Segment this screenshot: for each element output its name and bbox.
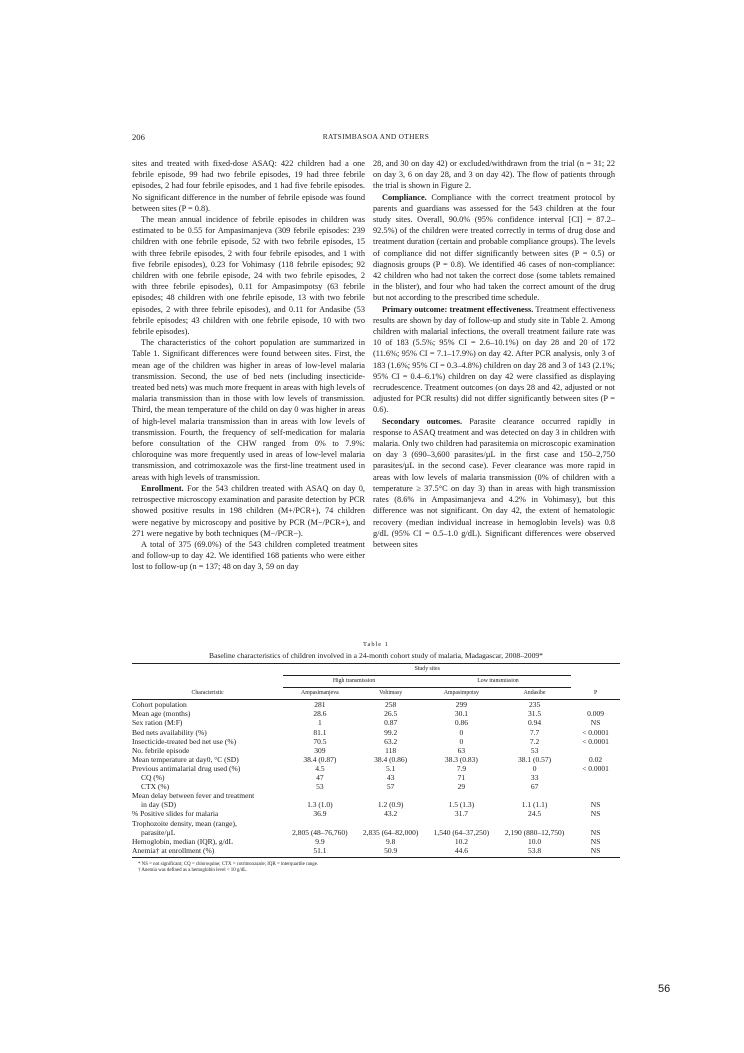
- value-cell: 38.4 (0.87): [303, 754, 337, 764]
- page-header: [132, 132, 620, 144]
- table-row: [132, 700, 620, 710]
- value-cell: 71: [457, 773, 466, 783]
- value-cell: 10.2: [454, 836, 468, 846]
- footnote: * NS = not significant; CQ = chloroquine; CTX = cotrimoxazole; IQR = interquartile range.: [138, 861, 319, 867]
- value-cell: [571, 819, 620, 828]
- value-cell: [283, 791, 356, 800]
- table-title: Baseline characteristics of children involved in a 24-month cohort study of malaria, Madagascar, 2008–2009*: [132, 651, 620, 664]
- paragraph-text: Parasite clearance occurred rapidly in response to ASAQ treatment and was detected on day 3 in children with malaria. Only two children had parasitemia on microscopic examination on day 3 (690–3,600 parasites/µL in the first case and 150–2,750 parasites/µL in the second case). Fever clearance was more rapid in areas with low levels of malaria transmission (0% of children with a temperature ≥ 37.5°C on day 3) than in areas with high transmission rates (8.6% in Ampasimanjeva and 4.2% in Vohimasy), but this difference was not significant. On day 42, the extent of hematologic recovery (median individual increase in hemoglobin levels) was 0.8 g/dL (95% CI = 0.5–1.0 g/dL). Significant differences were observed between sites: [373, 416, 615, 549]
- row-label-cell: Previous antimalarial drug used (%): [132, 763, 241, 773]
- value-cell: 9.8: [385, 836, 396, 846]
- value-cell: 53: [530, 745, 539, 755]
- value-cell: [356, 819, 424, 828]
- value-cell: 63.2: [384, 736, 398, 746]
- value-cell: 38.1 (0.57): [518, 754, 552, 764]
- value-cell: 70.5: [313, 736, 327, 746]
- value-cell: 50.9: [356, 846, 424, 858]
- table-row: [132, 728, 620, 737]
- value-cell: 9.9: [315, 836, 325, 846]
- value-cell: 1,540 (64–37,250): [433, 827, 490, 837]
- left-paragraph: [132, 158, 365, 214]
- value-cell: 299: [455, 700, 467, 710]
- value-cell: 38.3 (0.83): [444, 754, 478, 764]
- column-header: Ampasimpotsy: [425, 688, 498, 700]
- value-cell: [356, 791, 424, 800]
- paragraph-heading: Secondary outcomes.: [382, 416, 463, 426]
- row-label-cell: parasite/µL: [141, 827, 176, 837]
- table-row: [132, 782, 620, 791]
- value-cell: [571, 746, 620, 755]
- value-cell: 0: [532, 763, 537, 773]
- row-label-cell: Cohort population: [132, 700, 187, 710]
- high-transmission-header: High transmission: [283, 676, 425, 688]
- right-paragraph: [373, 416, 615, 550]
- table-row: [132, 737, 620, 746]
- paragraph-text: The characteristics of the cohort population are summarized in Table 1. Significant differences were found between sites. First, the mean age of the children was higher in areas of low-level malaria transmission. Second, the use of bed nets (including insecticide-treated bed nets) was much more frequent in areas with high levels of malaria transmission than in those with low levels of transmission. Third, the mean temperature of the child on day 0 was higher in areas of high-level malaria transmission than in areas with low levels of transmission. Fourth, the frequency of self-medication for malaria before consultation of the CHW ranged from 0% to 7.9%: chloroquine was more frequently used in areas of low-level malaria transmission, and cotrimoxazole was the first-line treatment used in areas with high levels of transmission.: [132, 338, 365, 482]
- row-label-cell: Mean delay between fever and treatment: [132, 791, 255, 801]
- running-head: RATSIMBASOA AND OTHERS: [322, 132, 430, 141]
- value-cell: 67: [530, 782, 539, 792]
- value-cell: [498, 791, 571, 800]
- value-cell: 0: [459, 727, 464, 737]
- value-cell: [425, 819, 498, 828]
- row-label-cell: CQ (%): [141, 773, 165, 783]
- row-label-cell: CTX (%): [141, 782, 170, 792]
- paragraph-text: The mean annual incidence of febrile episodes in children was estimated to be 0.55 for Ampasimanjeva (309 febrile episodes: 239 children with one febrile episode, 52 with two febrile episodes, 15 with three febrile episodes, 2 with four febrile episodes, and 1 with five febrile episodes), 0.23 for Vohimasy (118 febrile episodes; 92 children with one febrile episode, 24 with two febrile episodes, 2 with three febrile episodes), 0.11 for Ampasimpotsy (63 febrile episodes; 48 children with one febrile episode, 13 with two febrile episodes, 2 with three febrile episodes), and 0.11 for Andasibe (53 febrile episodes; 43 children with one febrile episode, 10 with two febrile episodes).: [132, 215, 365, 337]
- value-cell: NS: [590, 827, 601, 837]
- value-cell: 7.2: [529, 736, 540, 746]
- value-cell: 7.9: [456, 763, 467, 773]
- table-row: [132, 718, 620, 727]
- left-paragraph: [132, 483, 365, 539]
- value-cell: 47: [316, 773, 324, 783]
- value-cell: 7.7: [529, 727, 540, 737]
- column-header: P: [571, 688, 620, 700]
- scan-page-number: 56: [658, 983, 671, 995]
- value-cell: 63: [457, 745, 466, 755]
- paragraph-text: Treatment effectiveness results are shown by day of follow-up and study site in Table 2. Among children with malarial infections, the overall treatment failure rate was 10 of 183 (5.5%; 95% CI = 2.6–10.1%) on day 28 and 20 of 172 (11.6%; 95% CI = 7.1–17.9%) on day 42. After PCR analysis, only 3 of 183 (1.6%; 95% CI = 0.3–4.8%) children on day 28 and 3 of 143 (2.1%; 95% CI = 0.4–6.1%) children on day 42 were classified as displaying recrudescence. Treatment outcomes (on days 28 and 42, adjusted or not adjusted for PCR results) did not differ significantly between sites (P = 0.6).: [373, 304, 615, 415]
- value-cell: 51.1: [283, 846, 356, 858]
- table-row: [132, 773, 620, 782]
- value-cell: [571, 773, 620, 782]
- row-label-cell: Bed nets availability (%): [132, 727, 207, 737]
- value-cell: < 0.0001: [582, 736, 609, 746]
- paragraph-text: A total of 375 (69.0%) of the 543 children completed treatment and follow-up to day 42. We identified 168 patients who were either lost to follow-up (n = 137; 48 on day 3, 59 on day: [132, 539, 365, 572]
- table-row: [132, 764, 620, 773]
- value-cell: 1.5 (1.3): [448, 800, 475, 810]
- table-caption: Table 1: [363, 641, 389, 648]
- left-paragraph: [132, 337, 365, 483]
- table-row: [132, 709, 620, 718]
- row-label-cell: Hemoglobin, median (IQR), g/dL: [132, 836, 234, 846]
- row-label-cell: Mean age (months): [132, 709, 191, 719]
- left-paragraph: [132, 539, 365, 573]
- row-label-cell: Mean temperature at day0, °C (SD): [132, 754, 239, 764]
- value-cell: [425, 791, 498, 800]
- value-cell: 0.02: [589, 754, 603, 764]
- value-cell: 99.2: [384, 727, 398, 737]
- table-row: [132, 846, 620, 858]
- value-cell: 0.94: [528, 718, 542, 728]
- table-row: [132, 819, 620, 828]
- value-cell: 5.1: [385, 763, 396, 773]
- value-cell: 31.5: [528, 709, 542, 719]
- table-row: [132, 837, 620, 846]
- footnote: † Anemia was defined as a hemoglobin level < 10 g/dL.: [138, 868, 248, 874]
- row-label-cell: Trophozoite density, mean (range),: [132, 818, 237, 828]
- table-row: [132, 746, 620, 755]
- value-cell: 235: [528, 700, 541, 710]
- paragraph-heading: Enrollment.: [141, 483, 184, 493]
- value-cell: 24.5: [528, 809, 542, 819]
- value-cell: 309: [314, 745, 326, 755]
- table-row: [132, 828, 620, 837]
- value-cell: [571, 782, 620, 791]
- row-label-cell: No. febrile episode: [132, 745, 190, 755]
- value-cell: 2,190 (880–12,750): [504, 827, 565, 837]
- value-cell: NS: [590, 800, 601, 810]
- value-cell: 0.009: [587, 709, 605, 719]
- table-row: [132, 809, 620, 818]
- characteristics-table: [132, 664, 620, 858]
- paragraph-heading: Compliance.: [382, 192, 427, 202]
- value-cell: 0: [459, 736, 464, 746]
- column-header: Andasibe: [498, 688, 571, 700]
- value-cell: 2,835 (64–82,000): [362, 827, 419, 837]
- value-cell: 53.8: [498, 846, 571, 858]
- value-cell: NS: [590, 836, 601, 846]
- journal-page-number: 206: [132, 132, 145, 142]
- value-cell: 1.3 (1.0): [307, 800, 333, 810]
- left-paragraph: [132, 214, 365, 337]
- value-cell: 118: [385, 745, 397, 755]
- paragraph-text: sites and treated with fixed-dose ASAQ: 422 children had a one febrile episode, 99 had two febrile episodes, 19 had three febrile episodes, 2 had four febrile episodes, and 1 had five febrile episodes. No significant difference in the number of febrile episode was found between sites (P = 0.8).: [132, 159, 365, 213]
- table-row: [132, 800, 620, 809]
- value-cell: 10.0: [528, 836, 542, 846]
- value-cell: [571, 791, 620, 800]
- value-cell: 57: [386, 782, 395, 792]
- value-cell: < 0.0001: [582, 763, 609, 773]
- value-cell: 26.5: [384, 709, 398, 719]
- column-header: Characteristic: [132, 688, 283, 700]
- column-header: Vohimasy: [356, 688, 424, 700]
- row-label-cell: % Positive slides for malaria: [132, 809, 219, 819]
- value-cell: 30.1: [454, 709, 468, 719]
- row-label-cell: in day (SD): [141, 800, 176, 810]
- value-cell: 1: [318, 718, 322, 728]
- value-cell: 0.86: [454, 718, 468, 728]
- table-footnotes: [138, 862, 620, 875]
- right-paragraph: [373, 304, 615, 416]
- value-cell: 44.6: [425, 846, 498, 858]
- value-cell: 1.1 (1.1): [521, 800, 548, 810]
- value-cell: NS: [571, 846, 620, 858]
- value-cell: 43: [386, 773, 395, 783]
- value-cell: 4.5: [315, 763, 325, 773]
- paragraph-text: For the 543 children treated with ASAQ on day 0, retrospective microscopy examination and parasite detection by PCR showed positive results in 198 children (M+/PCR+), 74 children were negative by microscopy and positive by PCR (M−/PCR+), and 271 were negative by both techniques (M−/PCR−).: [132, 483, 365, 538]
- value-cell: 33: [530, 773, 539, 783]
- baseline-table: [132, 641, 620, 875]
- value-cell: 28.6: [313, 709, 327, 719]
- right-paragraph: [373, 158, 615, 192]
- value-cell: 36.9: [313, 809, 327, 819]
- value-cell: 81.1: [313, 727, 327, 737]
- row-label-cell: Sex ration (M:F): [132, 718, 183, 728]
- value-cell: 31.7: [454, 809, 468, 819]
- low-transmission-header: Low transmission: [425, 676, 571, 688]
- value-cell: 38.4 (0.86): [374, 754, 408, 764]
- paragraph-text: Compliance with the correct treatment protocol by parents and guardians was assessed for the 543 children at the four study sites. Overall, 90.0% (95% confidence interval [CI] = 87.2–92.5%) of the children were treated correctly in terms of drug dose and treatment duration (certain and probable compliance groups). The levels of compliance did not differ significantly between sites (P = 0.5) or diagnosis groups (P = 0.8). We identified 46 cases of non-compliance: 42 children who had not taken the correct dose (some tablets remained in the blister), and four who had taken the correct amount of the drug but not according to the prescribed time schedule.: [373, 192, 615, 303]
- study-sites-header: Study sites: [283, 664, 571, 676]
- paragraph-text: 28, and 30 on day 42) or excluded/withdrawn from the trial (n = 31; 22 on day 3, 6 on day 28, and 3 on day 42). The flow of patients through the trial is shown in Figure 2.: [373, 159, 615, 191]
- value-cell: [283, 819, 356, 828]
- value-cell: 43.2: [384, 809, 398, 819]
- row-label-cell: Anemia† at enrollment (%): [132, 846, 283, 858]
- paragraph-heading: Primary outcome: treatment effectiveness.: [382, 304, 534, 314]
- value-cell: [571, 700, 620, 710]
- value-cell: 1.2 (0.9): [377, 800, 404, 810]
- value-cell: 53: [316, 782, 324, 792]
- value-cell: NS: [590, 809, 601, 819]
- table-row: [132, 755, 620, 764]
- right-text-column: [373, 158, 615, 550]
- row-label-cell: Insecticide-treated bed net use (%): [132, 736, 237, 746]
- column-header: Ampasimanjeva: [283, 688, 356, 700]
- value-cell: 29: [457, 782, 466, 792]
- value-cell: 2,805 (48–76,760): [292, 827, 348, 837]
- value-cell: 281: [314, 700, 326, 710]
- value-cell: 258: [385, 700, 397, 710]
- value-cell: 0.87: [384, 718, 398, 728]
- left-text-column: [132, 158, 365, 573]
- value-cell: < 0.0001: [582, 727, 609, 737]
- right-paragraph: [373, 192, 615, 304]
- value-cell: NS: [590, 718, 601, 728]
- value-cell: [498, 819, 571, 828]
- table-row: [132, 791, 620, 800]
